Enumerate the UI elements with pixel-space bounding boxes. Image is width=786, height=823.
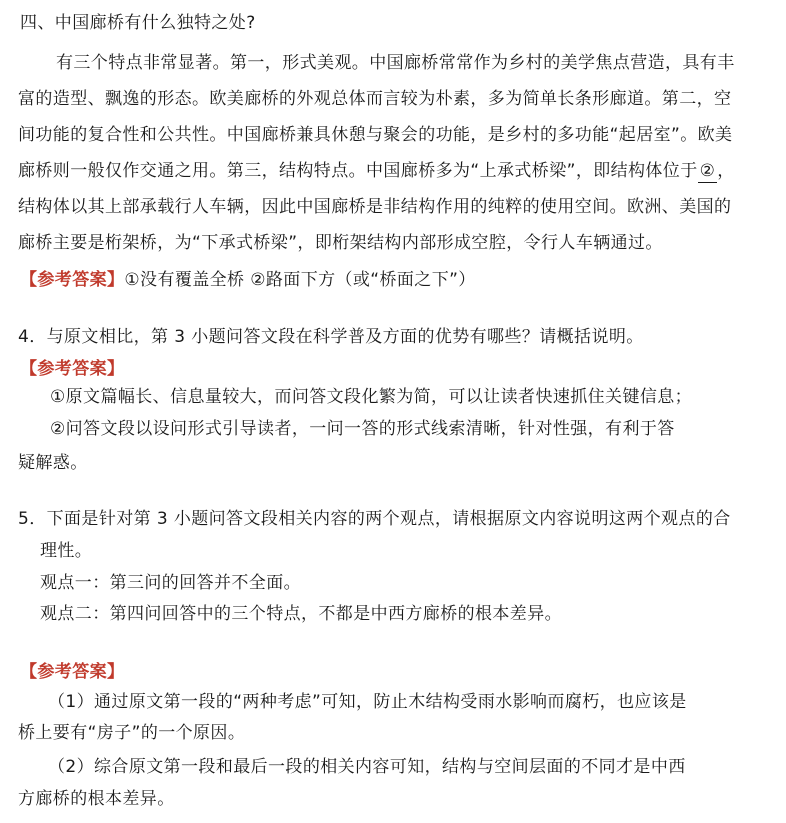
answer-line: 方廊桥的根本差异。 xyxy=(18,789,175,809)
question-text: 5．下面是针对第 3 小题问答文段相关内容的两个观点，请根据原文内容说明这两个观点的合 xyxy=(18,509,731,529)
paragraph-line xyxy=(18,160,735,183)
answer-line: （1）通过原文第一段的“两种考虑”可知，防止木结构受雨水影响而腐朽，也应该是 xyxy=(48,692,687,712)
question-text: 4．与原文相比，第 3 小题问答文段在科学普及方面的优势有哪些？请概括说明。 xyxy=(18,327,644,347)
answer-line: 桥上要有“房子”的一个原因。 xyxy=(18,723,246,743)
paragraph-line: 富的造型、飘逸的形态。欧美廊桥的外观总体而言较为朴素，多为简单长条形廊道。第二，空 xyxy=(18,89,732,109)
answer-label-text: 【参考答案】 xyxy=(20,359,125,379)
question-text: 理性。 xyxy=(40,541,93,561)
section-heading: 四、中国廊桥有什么独特之处? xyxy=(20,13,256,33)
answer-label xyxy=(20,358,124,380)
viewpoint-line: 观点一：第三问的回答并不全面。 xyxy=(40,573,301,593)
paragraph-text: ， xyxy=(717,161,735,181)
answer-line xyxy=(20,269,476,291)
fill-blank: ② xyxy=(699,161,716,181)
paragraph-line: 有三个特点非常显著。第一，形式美观。中国廊桥常常作为乡村的美学焦点营造，具有丰 xyxy=(56,53,735,73)
answer-line: ②问答文段以设问形式引导读者，一问一答的形式线索清晰，针对性强，有利于答 xyxy=(50,419,675,439)
answer-label: 【参考答案】 xyxy=(20,270,125,290)
paragraph-text: 廊桥则一般仅作交通之用。第三，结构特点。中国廊桥多为“上承式桥梁”，即结构体位于 xyxy=(18,161,698,181)
answer-text: ①没有覆盖全桥 ②路面下方（或“桥面之下”） xyxy=(124,270,476,290)
viewpoint-line: 观点二：第四问回答中的三个特点，不都是中西方廊桥的根本差异。 xyxy=(40,604,562,624)
paragraph-line: 廊桥主要是桁架桥，为“下承式桥梁”，即桁架结构内部形成空腔，令行人车辆通过。 xyxy=(18,233,663,253)
paragraph-line: 结构体以其上部承载行人车辆，因此中国廊桥是非结构作用的纯粹的使用空间。欧洲、美国的 xyxy=(18,197,732,217)
answer-line: （2）综合原文第一段和最后一段的相关内容可知，结构与空间层面的不同才是中西 xyxy=(48,757,686,777)
answer-label-text: 【参考答案】 xyxy=(20,662,125,682)
paragraph-line: 间功能的复合性和公共性。中国廊桥兼具休憩与聚会的功能，是乡村的多功能“起居室”。欧美 xyxy=(18,125,733,145)
answer-line: ①原文篇幅长、信息量较大，而问答文段化繁为简，可以让读者快速抓住关键信息； xyxy=(50,387,693,407)
answer-label xyxy=(20,661,124,683)
answer-line: 疑解惑。 xyxy=(18,453,88,473)
